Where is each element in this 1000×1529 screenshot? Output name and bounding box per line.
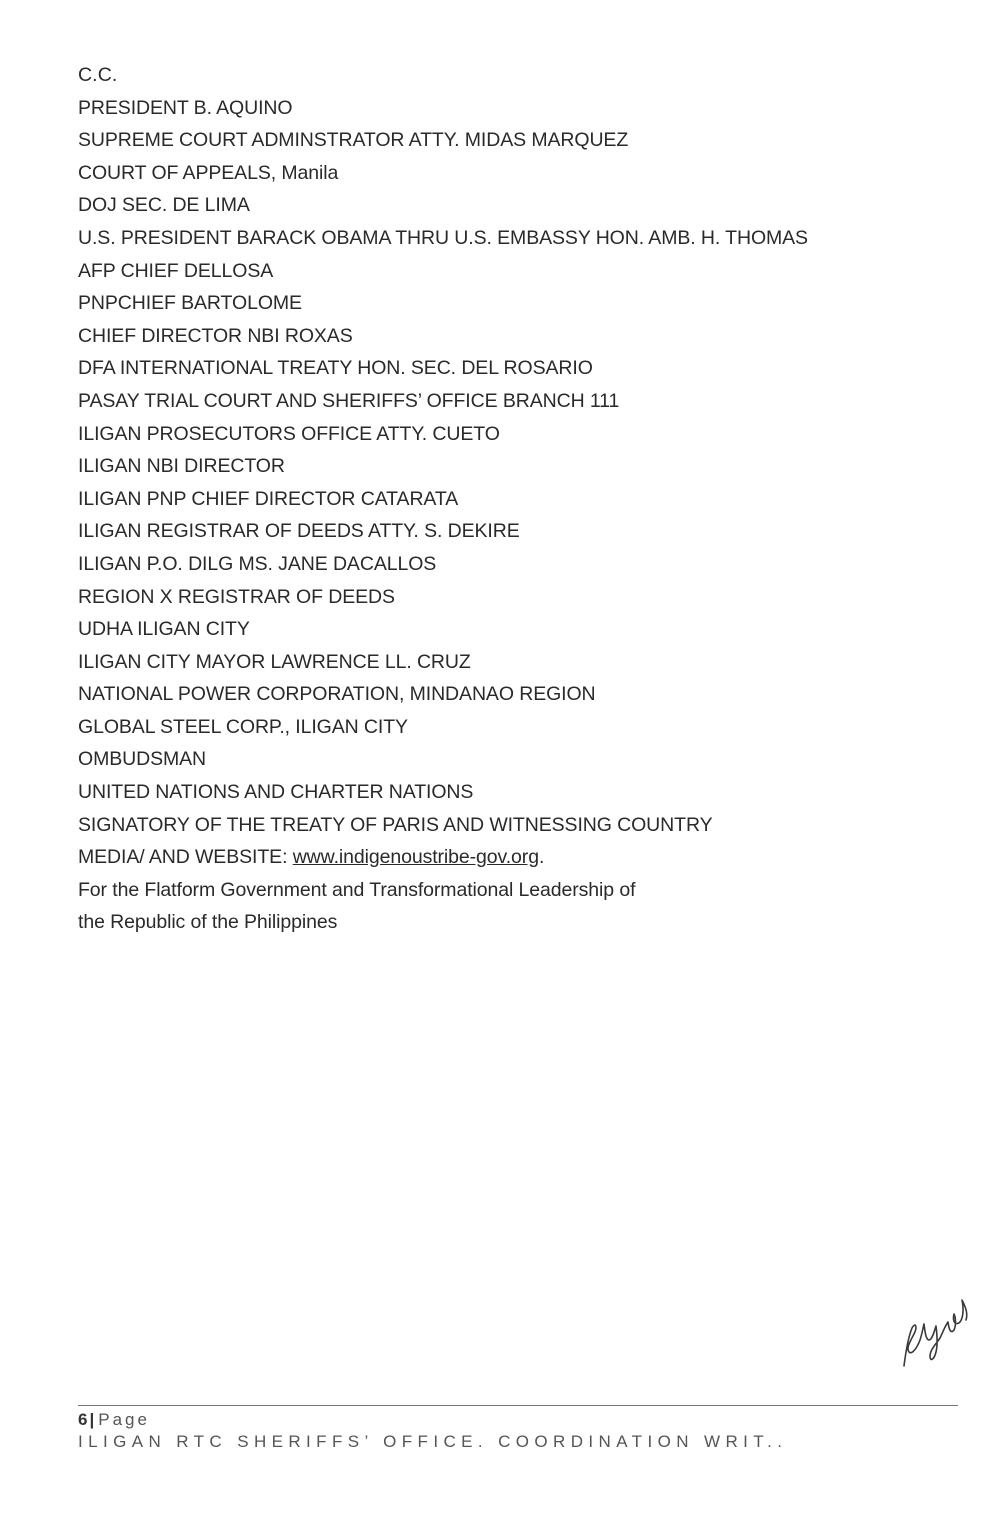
- recipient-line: ILIGAN CITY MAYOR LAWRENCE LL. CRUZ: [78, 650, 471, 673]
- media-prefix: MEDIA/ AND WEBSITE:: [78, 846, 293, 869]
- recipient-line: COURT OF APPEALS, Manila: [78, 161, 339, 184]
- cc-list: [78, 59, 958, 939]
- recipient-line: ILIGAN PNP CHIEF DIRECTOR CATARATA: [78, 487, 459, 510]
- media-website-line: [78, 841, 958, 874]
- recipient-line: NATIONAL POWER CORPORATION, MINDANAO REGION: [78, 683, 596, 706]
- recipient-line: OMBUDSMAN: [78, 748, 207, 771]
- recipient-line: UNITED NATIONS AND CHARTER NATIONS: [78, 781, 474, 804]
- recipient-line: CHIEF DIRECTOR NBI ROXAS: [78, 324, 353, 347]
- recipient-line: U.S. PRESIDENT BARACK OBAMA THRU U.S. EMBASSY HON. AMB. H. THOMAS: [78, 226, 808, 249]
- recipient-line: AFP CHIEF DELLOSA: [78, 259, 274, 282]
- closing-line: the Republic of the Philippines: [78, 911, 338, 934]
- recipient-line: SIGNATORY OF THE TREATY OF PARIS AND WITNESSING COUNTRY: [78, 813, 713, 836]
- footer-divider: [78, 1405, 958, 1406]
- recipient-line: PASAY TRIAL COURT AND SHERIFFS’ OFFICE BRANCH 111: [78, 389, 620, 412]
- closing-line: For the Flatform Government and Transformational Leadership of: [78, 878, 636, 901]
- recipient-line: ILIGAN P.O. DILG MS. JANE DACALLOS: [78, 552, 437, 575]
- cc-label: C.C.: [78, 64, 118, 86]
- footer-caption: ILIGAN RTC SHERIFFS’ OFFICE. COORDINATION WRIT..: [78, 1432, 788, 1451]
- page-separator: |: [89, 1410, 95, 1429]
- recipient-line: PNPCHIEF BARTOLOME: [78, 292, 302, 315]
- recipient-line: ILIGAN PROSECUTORS OFFICE ATTY. CUETO: [78, 422, 500, 445]
- recipient-line: ILIGAN REGISTRAR OF DEEDS ATTY. S. DEKIRE: [78, 520, 520, 543]
- handwritten-signature: [894, 1288, 974, 1370]
- media-suffix: .: [538, 846, 545, 869]
- page-word: Page: [98, 1410, 150, 1429]
- recipient-line: SUPREME COURT ADMINSTRATOR ATTY. MIDAS MARQUEZ: [78, 129, 629, 152]
- recipient-line: REGION X REGISTRAR OF DEEDS: [78, 585, 395, 608]
- recipient-line: GLOBAL STEEL CORP., ILIGAN CITY: [78, 715, 408, 738]
- website-link[interactable]: www.indigenoustribe-gov.org: [292, 846, 539, 869]
- recipient-line: ILIGAN NBI DIRECTOR: [78, 455, 285, 478]
- recipient-line: DFA INTERNATIONAL TREATY HON. SEC. DEL ROSARIO: [78, 357, 593, 380]
- page-number: [78, 1410, 150, 1430]
- recipient-line: UDHA ILIGAN CITY: [78, 618, 250, 641]
- recipient-line: PRESIDENT B. AQUINO: [78, 96, 293, 119]
- page-number-value: 6: [78, 1410, 88, 1429]
- recipient-line: DOJ SEC. DE LIMA: [78, 194, 250, 217]
